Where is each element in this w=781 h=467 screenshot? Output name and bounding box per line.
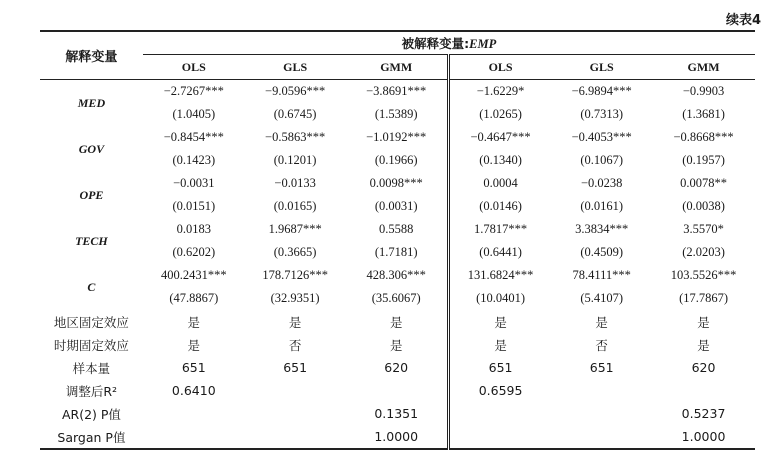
stat-cell — [143, 402, 245, 425]
stat-cell — [245, 425, 346, 449]
model-header: GLS — [245, 55, 346, 80]
coef-cell: 1.7817*** — [448, 218, 551, 241]
stat-cell: 是 — [697, 337, 710, 353]
coef-cell: 103.5526*** — [670, 268, 737, 282]
stat-cell: 是 — [448, 333, 551, 356]
se-cell: (0.3665) — [273, 245, 317, 259]
table-row — [40, 241, 755, 264]
coef-cell: −0.8668*** — [673, 130, 734, 144]
coef-cell: 400.2431*** — [160, 268, 227, 282]
stat-row — [40, 333, 755, 356]
se-cell: (1.0405) — [172, 107, 216, 121]
dep-var: EMP — [469, 37, 497, 51]
coef-cell: 0.0098*** — [369, 176, 423, 190]
se-cell: (0.6202) — [172, 245, 216, 259]
se-cell: (0.1957) — [682, 153, 725, 167]
table-row — [40, 172, 755, 195]
table-row — [40, 264, 755, 287]
se-cell: (1.5389) — [374, 107, 418, 121]
se-cell: (0.1966) — [374, 153, 418, 167]
stat-label: Sargan P值 — [40, 425, 143, 449]
se-cell: (1.7181) — [374, 245, 418, 259]
table-row — [40, 126, 755, 149]
coef-cell: 0.0078** — [680, 176, 727, 190]
row-label: C — [87, 279, 96, 294]
header-var-label: 解释变量 — [40, 31, 143, 80]
stat-row — [40, 356, 755, 379]
stat-cell: 是 — [389, 337, 403, 353]
stat-row — [40, 310, 755, 333]
stat-cell: 否 — [288, 337, 302, 353]
stat-cell: 是 — [389, 314, 403, 330]
se-cell: (0.0161) — [580, 199, 624, 213]
se-cell: (0.6441) — [448, 241, 551, 264]
stat-label: AR(2) P值 — [61, 406, 121, 422]
table-caption: 续表4 — [725, 13, 761, 28]
stat-cell: 是 — [187, 337, 201, 353]
model-header: GMM — [346, 55, 449, 80]
table-row — [40, 195, 755, 218]
coef-cell: −0.4053*** — [571, 130, 632, 144]
stat-cell — [652, 379, 755, 402]
coef-cell: 0.0183 — [176, 222, 211, 236]
coef-cell: 78.4111*** — [572, 268, 631, 282]
dep-prefix: 被解释变量: — [401, 36, 470, 51]
coef-cell: −0.5863*** — [265, 130, 326, 144]
coef-cell: −9.0596*** — [265, 84, 326, 98]
stat-cell: 620 — [691, 360, 716, 375]
coef-cell: −1.0192*** — [366, 130, 427, 144]
se-cell: (35.6067) — [371, 291, 421, 305]
se-cell: (1.0265) — [448, 103, 551, 126]
stat-cell: 0.6595 — [448, 379, 551, 402]
stat-cell: 620 — [384, 360, 409, 375]
coef-cell: −1.6229* — [448, 80, 551, 104]
se-cell: (2.0203) — [682, 245, 725, 259]
row-label: GOV — [78, 141, 105, 156]
se-cell: (0.4509) — [580, 245, 624, 259]
coef-cell: −3.8691*** — [366, 84, 427, 98]
stat-cell — [143, 425, 245, 449]
row-label: OPE — [79, 187, 104, 202]
se-cell: (0.1201) — [273, 153, 317, 167]
table-row — [40, 149, 755, 172]
stat-cell: 是 — [187, 314, 201, 330]
se-cell: (0.0038) — [682, 199, 725, 213]
coef-cell: −0.0031 — [173, 176, 215, 190]
se-cell: (0.0151) — [172, 199, 216, 213]
coef-cell: −0.4647*** — [448, 126, 551, 149]
stat-cell: 0.5237 — [681, 406, 726, 421]
coef-cell: −2.7267*** — [163, 84, 224, 98]
stat-cell — [448, 402, 551, 425]
table-row — [40, 103, 755, 126]
stat-row — [40, 379, 755, 402]
stat-cell: 1.0000 — [652, 425, 755, 449]
coef-cell: −0.8454*** — [163, 130, 224, 144]
stat-cell: 651 — [181, 360, 206, 375]
stat-cell — [551, 425, 652, 449]
stat-label: 地区固定效应 — [53, 314, 129, 330]
coef-cell: 3.5570* — [683, 222, 724, 236]
stat-label: 时期固定效应 — [53, 337, 129, 353]
row-label: MED — [77, 95, 106, 110]
stat-cell — [448, 425, 551, 449]
stat-cell — [551, 402, 652, 425]
stat-cell: 1.0000 — [346, 425, 449, 449]
stat-cell — [551, 379, 652, 402]
regression-table — [40, 30, 755, 450]
model-header: GLS — [551, 55, 652, 80]
coef-cell: −6.9894*** — [571, 84, 632, 98]
se-cell: (0.7313) — [580, 107, 624, 121]
coef-cell: 3.3834*** — [575, 222, 629, 236]
se-cell: (1.3681) — [682, 107, 725, 121]
stat-row — [40, 402, 755, 425]
stat-cell: 是 — [595, 314, 608, 330]
coef-cell: 1.9687*** — [268, 222, 322, 236]
header-dependent-variable — [143, 31, 755, 55]
coef-cell: −0.0133 — [274, 176, 316, 190]
stat-cell — [245, 379, 346, 402]
stat-label: 调整后R² — [65, 383, 118, 399]
model-header: OLS — [143, 55, 245, 80]
stat-cell: 是 — [697, 314, 710, 330]
coef-cell: 428.306*** — [366, 268, 426, 282]
se-cell: (17.7867) — [679, 291, 729, 305]
stat-cell: 651 — [589, 360, 614, 375]
stat-label: 样本量 — [72, 360, 111, 376]
stat-cell: 是 — [288, 314, 302, 330]
se-cell: (10.0401) — [448, 287, 551, 310]
table-row — [40, 218, 755, 241]
table-row — [40, 80, 755, 104]
coef-cell: 0.0004 — [448, 172, 551, 195]
se-cell: (0.6745) — [273, 107, 317, 121]
se-cell: (32.9351) — [270, 291, 320, 305]
stat-cell: 否 — [595, 337, 608, 353]
se-cell: (0.1340) — [448, 149, 551, 172]
stat-cell — [245, 402, 346, 425]
row-label: TECH — [75, 233, 108, 248]
stat-cell: 0.1351 — [374, 406, 419, 421]
se-cell: (0.1067) — [580, 153, 624, 167]
se-cell: (47.8867) — [169, 291, 219, 305]
stat-cell: 651 — [283, 360, 308, 375]
stat-cell: 0.6410 — [171, 383, 216, 398]
se-cell: (0.0031) — [374, 199, 418, 213]
coef-cell: 0.5588 — [379, 222, 414, 236]
coef-cell: 178.7126*** — [262, 268, 328, 282]
se-cell: (5.4107) — [580, 291, 624, 305]
model-header: OLS — [448, 55, 551, 80]
coef-cell: −0.0238 — [580, 176, 623, 190]
se-cell: (0.1423) — [172, 153, 216, 167]
stat-row — [40, 425, 755, 449]
se-cell: (0.0146) — [448, 195, 551, 218]
stat-cell — [346, 379, 449, 402]
table-row — [40, 287, 755, 310]
se-cell: (0.0165) — [273, 199, 317, 213]
coef-cell: 131.6824*** — [448, 264, 551, 287]
model-header: GMM — [652, 55, 755, 80]
stat-cell: 651 — [448, 356, 551, 379]
coef-cell: −0.9903 — [682, 84, 725, 98]
stat-cell: 是 — [448, 310, 551, 333]
